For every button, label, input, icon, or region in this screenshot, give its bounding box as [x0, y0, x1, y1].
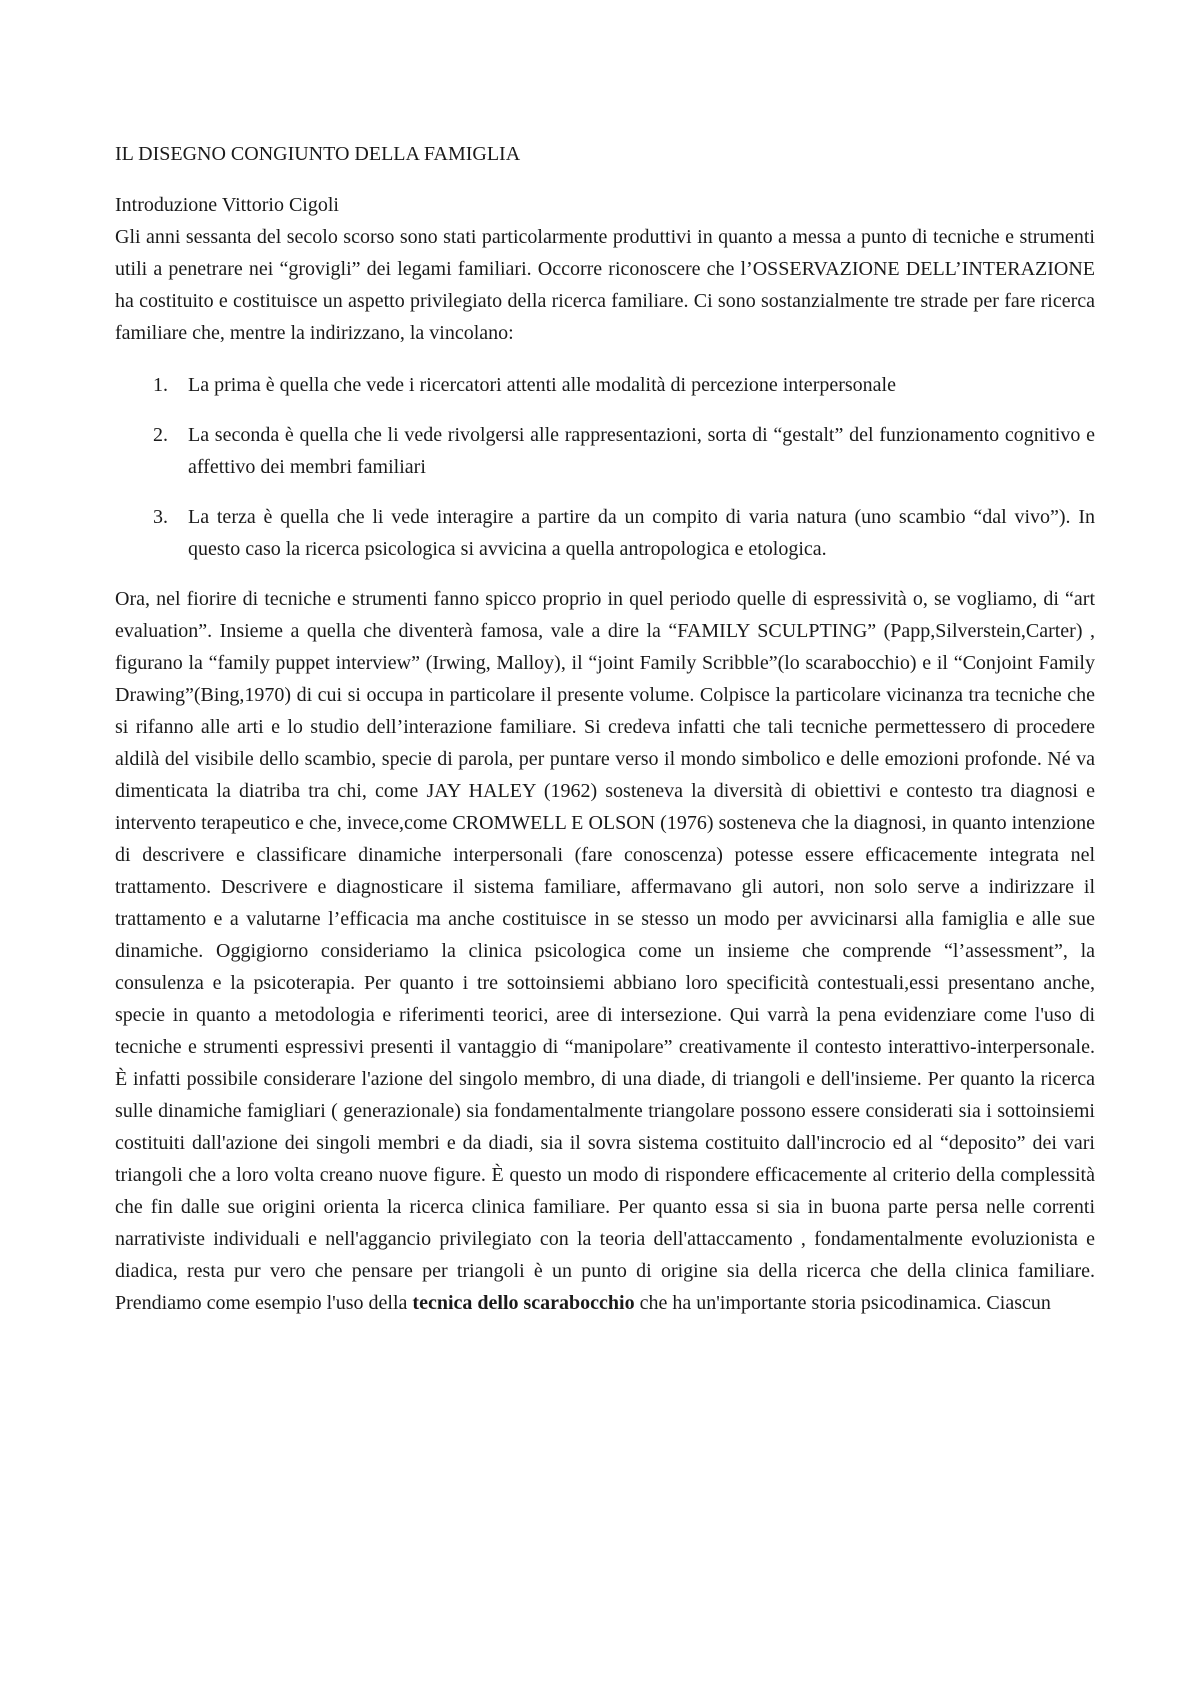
bold-phrase: tecnica dello scarabocchio	[412, 1292, 635, 1314]
list-item-number: 3.	[153, 506, 168, 528]
main-paragraph-text: Ora, nel fiorire di tecniche e strumenti fanno spicco proprio in quel periodo quelle di espressività o, se vogliamo, di “art evaluation”. Insieme a quella che diventerà famosa, vale a dire la “FAMILY SCULPTING” (Papp,Silverstein,Carter) , figurano la “family puppet interview” (Irwing, Malloy), il “joint Family Scribble”(lo scarabocchio) e il “Conjoint Family Drawing”(Bing,1970) di cui si occupa in particolare il presente volume. Colpisce la particolare vicinanza tra tecniche che si rifanno alle arti e lo studio dell’interazione familiare. Si credeva infatti che tali tecniche permettessero di procedere aldilà del visibile dello scambio, specie di parola, per puntare verso il mondo simbolico e delle emozioni profonde. Né va dimenticata la diatriba tra chi, come JAY HALEY (1962) sosteneva la diversità di obiettivi e contesto tra diagnosi e intervento terapeutico e che, invece,come CROMWELL E OLSON (1976) sosteneva che la diagnosi, in quanto intenzione di descrivere e classificare dinamiche interpersonali (fare conoscenza) potesse essere efficacemente integrata nel trattamento. Descrivere e diagnosticare il sistema familiare, affermavano gli autori, non solo serve a indirizzare il trattamento e a valutarne l’efficacia ma anche costituisce in se stesso un modo per avvicinarsi alla famiglia e alle sue dinamiche. Oggigiorno consideriamo la clinica psicologica come un insieme che comprende “l’assessment”, la consulenza e la psicoterapia. Per quanto i tre sottoinsiemi abbiano loro specificità contestuali,essi presentano anche, specie in quanto a metodologia e riferimenti teorici, aree di intersezione. Qui varrà la pena evidenziare come l'uso di tecniche e strumenti espressivi presenti il vantaggio di “manipolare” creativamente il contesto interattivo-interpersonale. È infatti possibile considerare l'azione del singolo membro, di una diade, di triangoli e dell'insieme. Per quanto la ricerca sulle dinamiche famigliari ( generazionale) sia fondamentalmente triangolare possono essere considerati sia i sottoinsiemi costituiti dall'azione dei singoli membri e da diadi, sia il sovra sistema costituito dall'incrocio ed al “deposito” dei vari triangoli che a loro volta creano nuove figure. È questo un modo di rispondere efficacemente al criterio della complessità che fin dalle sue origini orienta la ricerca clinica familiare. Per quanto essa si sia in buona parte persa nelle correnti narrativiste individuali e nell'aggancio privilegiato con la teoria dell'attaccamento , fondamentalmente evoluzionista e diadica, resta pur vero che pensare per triangoli è un punto di origine sia della ricerca che della clinica familiare. Prendiamo come esempio l'uso della	[115, 588, 1095, 1314]
list-item-text: La prima è quella che vede i ricercatori attenti alle modalità di percezione interpersonale	[188, 374, 896, 396]
list-item	[115, 369, 1095, 401]
list-item-number: 1.	[153, 374, 168, 396]
list-item-number: 2.	[153, 424, 168, 446]
numbered-list	[115, 369, 1095, 565]
document-subtitle: Introduzione Vittorio Cigoli	[115, 194, 339, 216]
intro-paragraph: Gli anni sessanta del secolo scorso sono stati particolarmente produttivi in quanto a messa a punto di tecniche e strumenti utili a penetrare nei “grovigli” dei legami familiari. Occorre riconoscere che l’OSSERVAZIONE DELL’INTERAZIONE ha costituito e costituisce un aspetto privilegiato della ricerca familiare. Ci sono sostanzialmente tre strade per fare ricerca familiare che, mentre la indirizzano, la vincolano:	[115, 226, 1095, 344]
main-paragraph	[115, 583, 1095, 1319]
document-title: IL DISEGNO CONGIUNTO DELLA FAMIGLIA	[115, 143, 521, 165]
list-item-text: La seconda è quella che li vede rivolgersi alle rappresentazioni, sorta di “gestalt” del funzionamento cognitivo e affettivo dei membri familiari	[188, 424, 1095, 478]
main-paragraph-tail: che ha un'importante storia psicodinamica. Ciascun	[634, 1292, 1051, 1314]
document-body	[115, 138, 1095, 1319]
list-item-text: La terza è quella che li vede interagire a partire da un compito di varia natura (uno scambio “dal vivo”). In questo caso la ricerca psicologica si avvicina a quella antropologica e etologica.	[188, 506, 1095, 560]
list-item	[115, 501, 1095, 565]
list-item	[115, 419, 1095, 483]
